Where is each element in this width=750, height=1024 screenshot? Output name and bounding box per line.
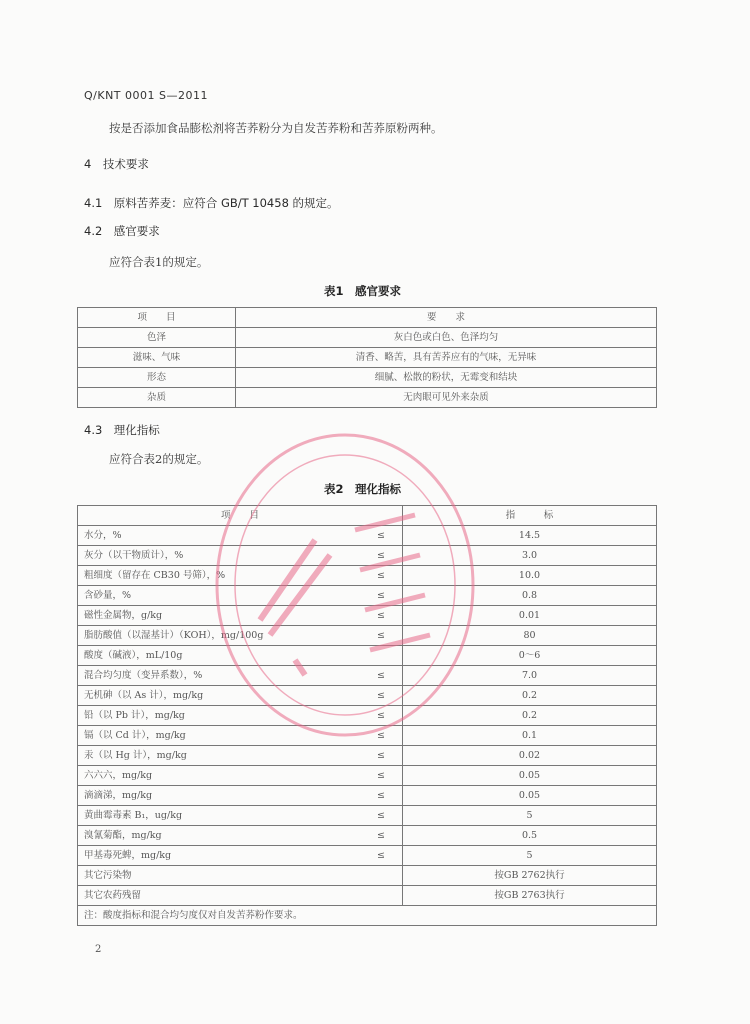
document-code-header: Q/KNT 0001 S—2011: [84, 89, 208, 102]
physicochemical-indicators-table: [77, 505, 657, 926]
section-4-3-heading: 4.3 理化指标: [84, 423, 160, 437]
table-cell-operator: ≤: [360, 826, 403, 846]
table-cell-value: 0～6: [403, 646, 657, 666]
table-cell-item: 其它农药残留: [78, 886, 361, 906]
table-cell-value: 0.2: [403, 686, 657, 706]
table-cell-item: 甲基毒死蜱，mg/kg: [78, 846, 361, 866]
table-cell-value: 0.05: [403, 766, 657, 786]
table-row: [78, 566, 657, 586]
section-4-heading: 4 技术要求: [84, 157, 149, 171]
table-cell-operator: ≤: [360, 626, 403, 646]
table-cell-operator: ≤: [360, 606, 403, 626]
table-cell-operator: ≤: [360, 726, 403, 746]
table-cell-item: 灰分（以干物质计），%: [78, 546, 361, 566]
section-4-1-text: 4.1 原料苦荞麦：应符合 GB/T 10458 的规定。: [84, 196, 339, 210]
table-cell-value: 0.8: [403, 586, 657, 606]
sensory-requirements-table: [77, 307, 657, 408]
table-cell-item: 溴氰菊酯，mg/kg: [78, 826, 361, 846]
table-row: [78, 388, 657, 408]
table-cell-operator: ≤: [360, 526, 403, 546]
table-cell-operator: [360, 886, 403, 906]
table-row: [78, 746, 657, 766]
table2-caption: 表2 理化指标: [324, 482, 402, 496]
table-cell-operator: ≤: [360, 546, 403, 566]
table-cell-requirement: 细腻、松散的粉状，无霉变和结块: [236, 368, 657, 388]
table-cell-value: 0.2: [403, 706, 657, 726]
table-cell-item: 混合均匀度（变异系数），%: [78, 666, 361, 686]
table-row: [78, 368, 657, 388]
table-row: [78, 846, 657, 866]
table-cell-item: 形态: [78, 368, 236, 388]
table-row: [78, 606, 657, 626]
table-cell-operator: [360, 646, 403, 666]
table-row: [78, 786, 657, 806]
table-row: [78, 686, 657, 706]
table-cell-item: 磁性金属物，g/kg: [78, 606, 361, 626]
table-row: [78, 666, 657, 686]
table-cell-value: 0.02: [403, 746, 657, 766]
table-row: [78, 646, 657, 666]
table-cell-operator: ≤: [360, 586, 403, 606]
table-cell-operator: ≤: [360, 666, 403, 686]
table-row: [78, 706, 657, 726]
table-cell-value: 0.5: [403, 826, 657, 846]
table-row: [78, 546, 657, 566]
table-cell-item: 色泽: [78, 328, 236, 348]
table1-caption: 表1 感官要求: [324, 284, 402, 298]
table-cell-operator: ≤: [360, 686, 403, 706]
table-cell-value: 5: [403, 806, 657, 826]
table-cell-item: 水分，%: [78, 526, 361, 546]
table-header-row: [78, 308, 657, 328]
table-cell-operator: ≤: [360, 766, 403, 786]
intro-paragraph: 按是否添加食品膨松剂将苦荞粉分为自发苦荞粉和苦荞原粉两种。: [109, 121, 443, 135]
table-header-cell: 要 求: [236, 308, 657, 328]
table-header-cell: 项 目: [78, 308, 236, 328]
table-cell-item: 粗细度（留存在 CB30 号筛），%: [78, 566, 361, 586]
section-4-2-heading: 4.2 感官要求: [84, 224, 160, 238]
table-cell-item: 含砂量，%: [78, 586, 361, 606]
table-cell-item: 其它污染物: [78, 866, 361, 886]
table-row: [78, 328, 657, 348]
table-cell-operator: ≤: [360, 806, 403, 826]
table-note-row: [78, 906, 657, 926]
table-cell-operator: ≤: [360, 566, 403, 586]
table-row: [78, 886, 657, 906]
table-cell-item: 杂质: [78, 388, 236, 408]
table-header-row: [78, 506, 657, 526]
table-row: [78, 526, 657, 546]
table-cell-item: 酸度（碱液），mL/10g: [78, 646, 361, 666]
table-cell-value: 按GB 2763执行: [403, 886, 657, 906]
section-4-3-text: 应符合表2的规定。: [109, 452, 209, 466]
table-cell-value: 14.5: [403, 526, 657, 546]
table-cell-item: 镉（以 Cd 计），mg/kg: [78, 726, 361, 746]
table-cell-requirement: 无肉眼可见外来杂质: [236, 388, 657, 408]
table-header-cell: 项 目: [78, 506, 403, 526]
table-cell-value: 0.01: [403, 606, 657, 626]
table-cell-operator: ≤: [360, 706, 403, 726]
table-row: [78, 866, 657, 886]
table-cell-requirement: 清香、略苦，具有苦荞应有的气味，无异味: [236, 348, 657, 368]
table-cell-value: 80: [403, 626, 657, 646]
table-row: [78, 766, 657, 786]
table-row: [78, 806, 657, 826]
table-cell-value: 0.1: [403, 726, 657, 746]
table-note: 注：酸度指标和混合均匀度仅对自发苦荞粉作要求。: [78, 906, 657, 926]
page-number: 2: [95, 944, 102, 955]
table-cell-value: 3.0: [403, 546, 657, 566]
table-row: [78, 586, 657, 606]
table-cell-value: 7.0: [403, 666, 657, 686]
table-cell-value: 10.0: [403, 566, 657, 586]
table-cell-item: 脂肪酸值（以湿基计）（KOH），mg/100g: [78, 626, 361, 646]
table-cell-operator: [360, 866, 403, 886]
table-cell-item: 滴滴涕，mg/kg: [78, 786, 361, 806]
table-cell-item: 黄曲霉毒素 B₁，ug/kg: [78, 806, 361, 826]
table-cell-item: 滋味、气味: [78, 348, 236, 368]
table-row: [78, 348, 657, 368]
section-4-2-text: 应符合表1的规定。: [109, 255, 209, 269]
table-cell-operator: ≤: [360, 746, 403, 766]
table-cell-operator: ≤: [360, 846, 403, 866]
table-cell-value: 5: [403, 846, 657, 866]
table-cell-item: 六六六，mg/kg: [78, 766, 361, 786]
table-cell-item: 汞（以 Hg 计），mg/kg: [78, 746, 361, 766]
table-cell-item: 铅（以 Pb 计），mg/kg: [78, 706, 361, 726]
table-cell-item: 无机砷（以 As 计），mg/kg: [78, 686, 361, 706]
table-cell-requirement: 灰白色或白色、色泽均匀: [236, 328, 657, 348]
table-cell-value: 按GB 2762执行: [403, 866, 657, 886]
table-row: [78, 726, 657, 746]
table-header-cell: 指 标: [403, 506, 657, 526]
table-cell-operator: ≤: [360, 786, 403, 806]
table-cell-value: 0.05: [403, 786, 657, 806]
table-row: [78, 626, 657, 646]
table-row: [78, 826, 657, 846]
